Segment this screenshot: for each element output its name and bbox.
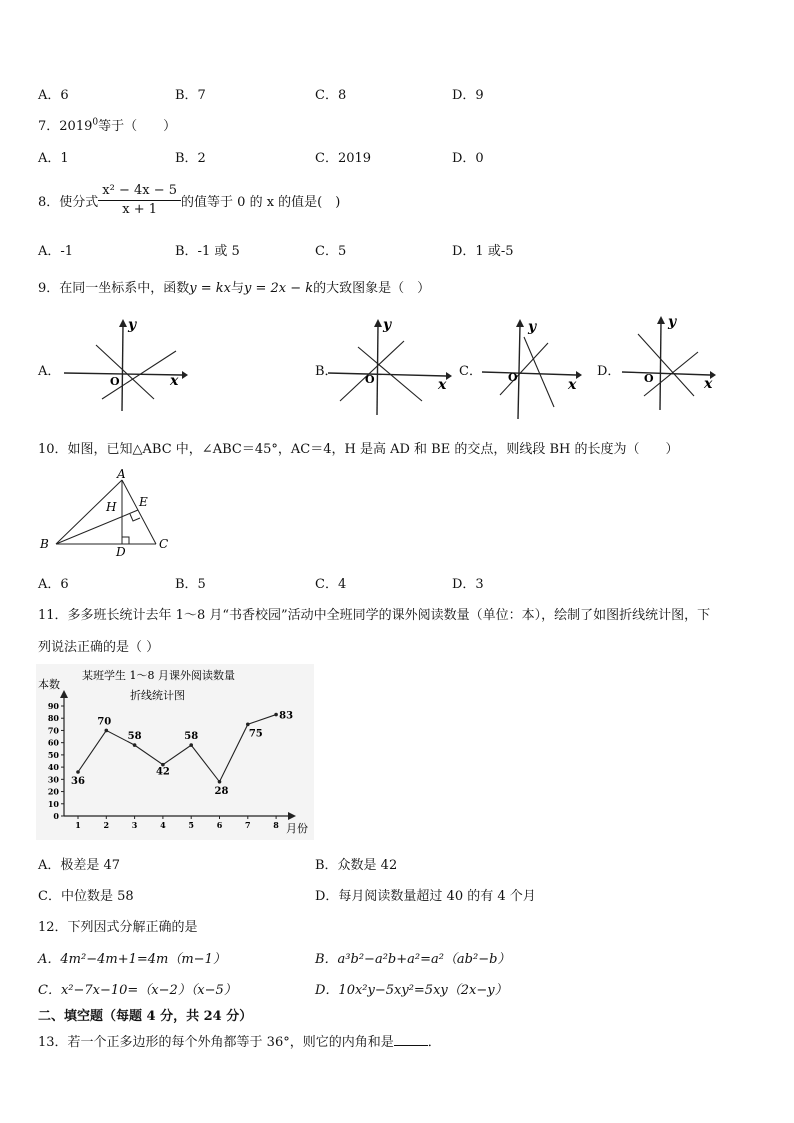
label-e: E xyxy=(139,495,148,509)
chart-data-point xyxy=(246,723,250,727)
q11-option-c: C．中位数是 58 xyxy=(38,889,134,904)
y-axis xyxy=(122,325,123,411)
q9-stem-a: 在同一坐标系中，函数 xyxy=(59,281,190,296)
origin-label: O xyxy=(110,375,120,388)
reading-line-chart xyxy=(36,664,314,840)
label-a: A xyxy=(117,467,126,481)
chart-x-tick-label: 7 xyxy=(245,820,251,830)
y-label: y xyxy=(528,319,537,335)
y-axis-arrow xyxy=(374,319,382,327)
q13-answer-blank xyxy=(394,1033,428,1046)
q8-suffix: 的值等于 0 的 x 的值是( ) xyxy=(181,195,341,210)
chart-data-point xyxy=(133,743,137,747)
chart-data-point xyxy=(218,780,222,784)
chart-data-label: 70 xyxy=(97,716,112,728)
q12-option-b: B．a³b²−a²b+a²=a²（ab²−b） xyxy=(315,952,511,967)
q13-stem-b: ． xyxy=(427,1035,441,1050)
y-axis-arrow xyxy=(516,319,524,327)
y-label: y xyxy=(383,317,392,333)
q12-option-d: D．10x²y−5xy²=5xy（2x−y） xyxy=(315,983,508,998)
q7-rest: 等于（ ） xyxy=(98,119,177,134)
q8-numerator: x² − 4x − 5 xyxy=(98,182,181,201)
q7-option-a: A．1 xyxy=(38,151,69,166)
q8-option-d: D．1 或-5 xyxy=(452,244,514,259)
label-b: B xyxy=(40,537,49,551)
q9-graph-d xyxy=(618,312,723,412)
x-axis-arrow xyxy=(182,371,188,379)
x-label: x xyxy=(170,373,179,389)
side-ac xyxy=(122,480,156,544)
chart-data-point xyxy=(76,770,80,774)
section-2-title: 二、填空题（每题 4 分，共 24 分） xyxy=(38,1009,253,1024)
chart-xlabel: 月份 xyxy=(286,822,308,835)
chart-x-tick-label: 5 xyxy=(188,820,194,830)
y-axis-arrow xyxy=(119,319,127,327)
q6-option-b: B．7 xyxy=(175,88,206,103)
chart-y-tick-label: 10 xyxy=(47,798,59,809)
y-label: y xyxy=(668,314,677,330)
q10-option-a: A．6 xyxy=(38,577,69,592)
q7-option-c: C．2019 xyxy=(315,151,372,166)
q9-option-d-label: D． xyxy=(597,364,621,379)
chart-y-tick-label: 80 xyxy=(47,713,59,724)
q9-mid: 与 xyxy=(231,281,245,296)
chart-x-tick-label: 8 xyxy=(273,820,279,830)
q12-option-a: A．4m²−4m+1=4m（m−1） xyxy=(38,952,226,967)
y-axis-arrow xyxy=(657,316,665,324)
q7-exponent: 0 xyxy=(92,117,99,128)
q6-option-c: C．8 xyxy=(315,88,347,103)
x-label: x xyxy=(568,377,577,393)
q9-option-c-label: C． xyxy=(459,364,482,379)
q9-function-2: y = 2x − k xyxy=(244,281,314,296)
chart-x-tick-label: 1 xyxy=(75,820,81,830)
q8-option-b: B．-1 或 5 xyxy=(175,244,240,259)
q9-graph-a xyxy=(60,315,190,415)
q8-prefix: 使分式 xyxy=(59,195,99,210)
chart-y-tick-label: 40 xyxy=(47,762,59,773)
line-kx xyxy=(96,345,154,399)
x-label: x xyxy=(438,377,447,393)
q10-option-c: C．4 xyxy=(315,577,347,592)
q9-stem-b: 的大致图象是（ ） xyxy=(313,281,431,296)
chart-x-tick-label: 2 xyxy=(103,820,110,830)
q9-graph-b xyxy=(320,315,455,415)
label-h: H xyxy=(106,500,117,514)
chart-data-point xyxy=(274,713,278,717)
q12-option-c: C．x²−7x−10=（x−2）（x−5） xyxy=(38,983,237,998)
origin-label: O xyxy=(644,372,654,385)
q9-option-a-label: A． xyxy=(38,364,61,379)
q11-stem-line1: 11．多多班长统计去年 1～8 月“书香校园”活动中全班同学的课外阅读数量（单位：本），绘制了如图折线统计图，下 xyxy=(38,608,711,623)
q8-number: 8． xyxy=(38,195,60,210)
q11-option-b: B．众数是 42 xyxy=(315,858,398,873)
line-kx xyxy=(340,341,404,401)
q11-stem-line2: 列说法正确的是（ ） xyxy=(38,640,160,655)
right-angle-e xyxy=(130,514,140,521)
line-2x-k xyxy=(524,337,554,407)
q9-function-1: y = kx xyxy=(189,281,232,296)
x-axis-arrow xyxy=(446,372,452,380)
q7-option-b: B．2 xyxy=(175,151,206,166)
q9-graph-c xyxy=(478,315,588,420)
chart-y-tick-label: 50 xyxy=(47,749,59,760)
q9-stem xyxy=(38,277,430,296)
origin-label: O xyxy=(508,371,518,384)
x-axis xyxy=(328,373,446,376)
chart-ylabel: 本数 xyxy=(38,678,60,691)
label-c: C xyxy=(159,537,169,551)
chart-y-tick-label: 30 xyxy=(47,774,59,785)
y-axis xyxy=(518,325,520,419)
chart-data-label: 28 xyxy=(214,785,229,797)
chart-x-tick-label: 4 xyxy=(160,820,166,830)
chart-data-label: 36 xyxy=(71,776,85,787)
chart-data-point xyxy=(105,729,109,733)
x-axis-arrow xyxy=(576,371,582,379)
chart-x-tick-label: 3 xyxy=(131,820,138,830)
q10-option-b: B．5 xyxy=(175,577,206,592)
line-kx xyxy=(500,343,548,395)
label-d: D xyxy=(116,545,126,559)
q8-stem xyxy=(38,182,340,219)
q7-option-d: D．0 xyxy=(452,151,484,166)
y-axis xyxy=(660,322,661,410)
chart-data-label: 58 xyxy=(127,731,142,743)
q10-stem: 10．如图，已知△ABC 中，∠ABC＝45°，AC＝4，H 是高 AD 和 BE 的交点，则线段 BH 的长度为（ ） xyxy=(38,442,679,457)
chart-data-label: 42 xyxy=(155,766,170,778)
chart-data-point xyxy=(189,743,193,747)
q8-denominator: x + 1 xyxy=(122,202,158,217)
chart-data-label: 75 xyxy=(248,728,263,740)
q8-option-c: C．5 xyxy=(315,244,347,259)
q10-triangle-figure xyxy=(36,466,176,560)
q8-option-a: A．-1 xyxy=(38,244,74,259)
x-axis xyxy=(622,372,710,375)
q11-option-d: D．每月阅读数量超过 40 的有 4 个月 xyxy=(315,889,536,904)
q9-option-b-label: B． xyxy=(315,364,338,379)
q9-number: 9． xyxy=(38,281,60,296)
q8-fraction xyxy=(98,182,181,219)
q11-option-a: A．极差是 47 xyxy=(38,858,121,873)
chart-y-tick-label: 90 xyxy=(47,701,59,711)
chart-title: 某班学生 1～8 月课外阅读数量 xyxy=(82,669,235,682)
chart-y-tick-label: 70 xyxy=(47,725,59,736)
x-axis xyxy=(482,372,576,375)
q13-stem xyxy=(38,1031,441,1050)
chart-data-label: 83 xyxy=(279,710,294,722)
chart-y-tick-label: 60 xyxy=(47,737,59,748)
q7-number: 7． xyxy=(38,119,60,134)
right-angle-d xyxy=(122,537,129,544)
line-kx xyxy=(638,334,694,396)
chart-x-tick-label: 6 xyxy=(216,820,223,830)
origin-label: O xyxy=(365,373,375,386)
q13-stem-a: 13．若一个正多边形的每个外角都等于 36°，则它的内角和是 xyxy=(38,1035,394,1050)
chart-subtitle: 折线统计图 xyxy=(130,689,185,702)
chart-y-tick-label: 20 xyxy=(47,786,59,797)
q7-year: 2019 xyxy=(59,119,93,134)
q10-option-d: D．3 xyxy=(452,577,484,592)
q12-stem: 12．下列因式分解正确的是 xyxy=(38,920,198,935)
altitude-be xyxy=(56,510,138,544)
q6-option-a: A．6 xyxy=(38,88,69,103)
q7-stem xyxy=(38,115,176,134)
x-label: x xyxy=(704,376,713,392)
y-axis xyxy=(377,325,378,415)
chart-data-label: 58 xyxy=(184,731,199,743)
chart-y-tick-label: 0 xyxy=(53,811,59,821)
y-label: y xyxy=(128,317,137,333)
q6-option-d: D．9 xyxy=(452,88,484,103)
